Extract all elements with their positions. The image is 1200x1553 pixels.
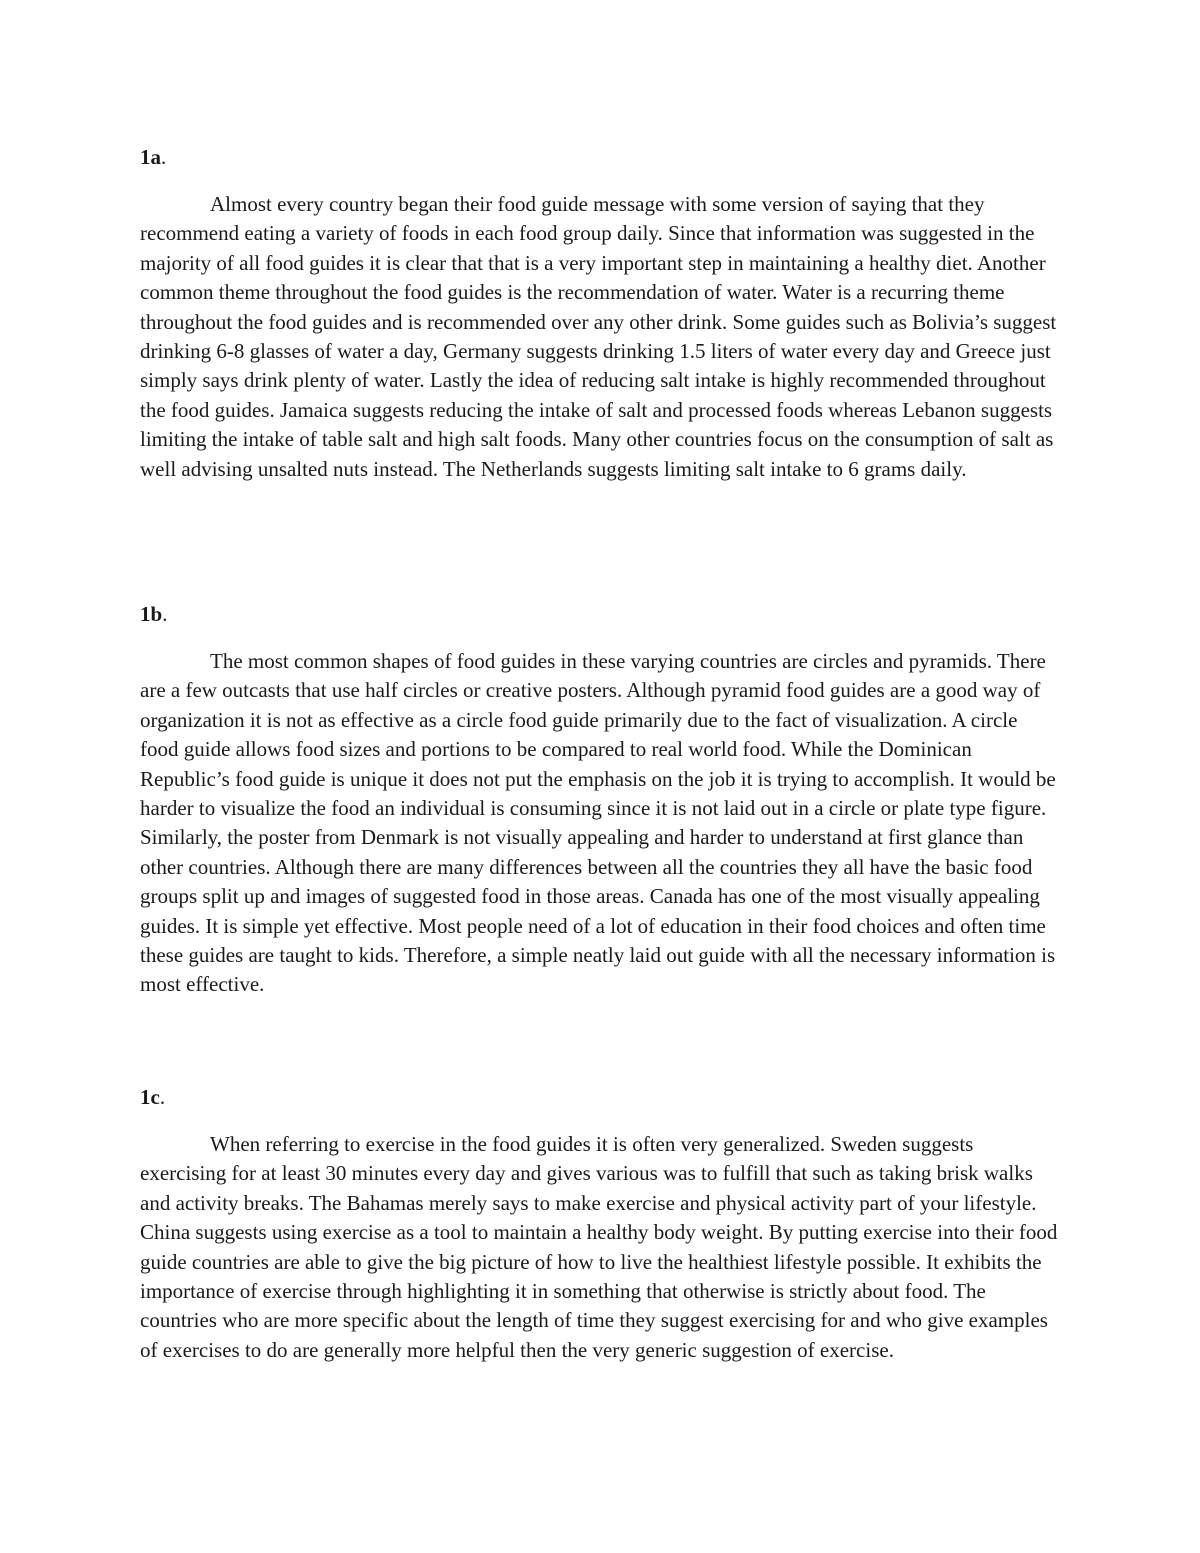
section-1c [140,1083,1060,1365]
section-heading [140,143,1060,172]
section-1a [140,143,1060,484]
section-paragraph: When referring to exercise in the food guides it is often very generalized. Sweden suggests exercising for at least 30 minutes every day and gives various was to fulfill that such as taking brisk walks and activity breaks. The Bahamas merely says to make exercise and physical activity part of your lifestyle. China suggests using exercise as a tool to maintain a healthy body weight. By putting exercise into their food guide countries are able to give the big picture of how to live the healthiest lifestyle possible. It exhibits the importance of exercise through highlighting it in something that otherwise is strictly about food. The countries who are more specific about the length of time they suggest exercising for and who give examples of exercises to do are generally more helpful then the very generic suggestion of exercise. [140,1132,1058,1362]
section-label-suffix: . [161,145,167,169]
section-label: 1b [140,602,163,626]
section-label: 1c [140,1085,160,1109]
section-1b [140,600,1060,1000]
section-heading [140,600,1060,629]
section-heading [140,1083,1060,1112]
section-paragraph: The most common shapes of food guides in these varying countries are circles and pyramids. There are a few outcasts that use half circles or creative posters. Although pyramid food guides are a good way of organization it is not as effective as a circle food guide primarily due to the fact of visualization. A circle food guide allows food sizes and portions to be compared to real world food. While the Dominican Republic’s food guide is unique it does not put the emphasis on the job it is trying to accomplish. It would be harder to visualize the food an individual is consuming since it is not laid out in a circle or plate type figure. Similarly, the poster from Denmark is not visually appealing and harder to understand at first glance than other countries. Although there are many differences between all the countries they all have the basic food groups split up and images of suggested food in those areas. Canada has one of the most visually appealing guides. It is simple yet effective. Most people need of a lot of education in their food choices and often time these guides are taught to kids. Therefore, a simple neatly laid out guide with all the necessary information is most effective. [140,649,1056,997]
section-label-suffix: . [159,1085,166,1109]
section-label: 1a [140,145,161,169]
section-label-suffix: . [162,602,168,626]
section-paragraph: Almost every country began their food guide message with some version of saying that they recommend eating a variety of foods in each food group daily. Since that information was suggested in the majority of all food guides it is clear that that is a very important step in maintaining a healthy diet. Another common theme throughout the food guides is the recommendation of water. Water is a recurring theme throughout the food guides and is recommended over any other drink. Some guides such as Bolivia’s suggest drinking 6-8 glasses of water a day, Germany suggests drinking 1.5 liters of water every day and Greece just simply says drink plenty of water. Lastly the idea of reducing salt intake is highly recommended throughout the food guides. Jamaica suggests reducing the intake of salt and processed foods whereas Lebanon suggests limiting the intake of table salt and high salt foods. Many other countries focus on the consumption of salt as well advising unsalted nuts instead. The Netherlands suggests limiting salt intake to 6 grams daily. [140,192,1057,481]
